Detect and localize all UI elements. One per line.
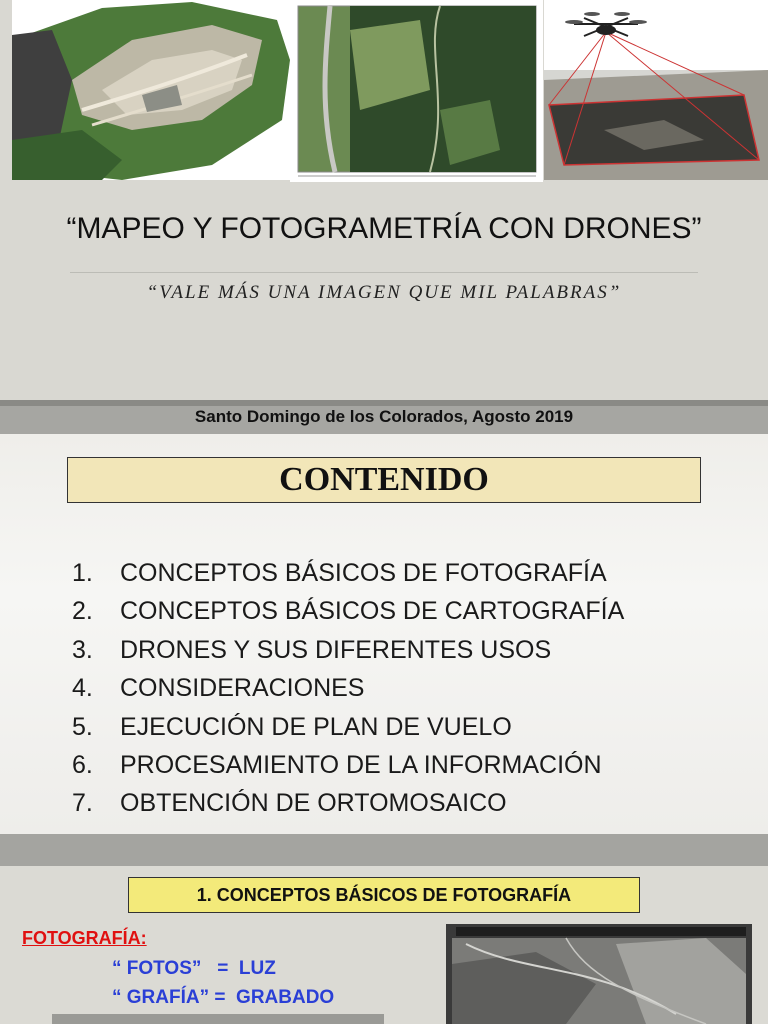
contents-list	[72, 554, 624, 823]
contents-item: 2. CONCEPTOS BÁSICOS DE CARTOGRAFÍA	[72, 597, 625, 626]
quarry-orthomosaic-image	[12, 0, 290, 180]
aerial-photo-strip-image	[52, 1014, 384, 1024]
historic-aerial-photo-image	[446, 924, 752, 1024]
title-slide	[0, 0, 768, 400]
definition-grafia: “ GRAFÍA” = GRABADO	[112, 987, 335, 1008]
contents-item: 7. OBTENCIÓN DE ORTOMOSAICO	[72, 789, 507, 818]
contents-slide	[0, 434, 768, 834]
forest-aerial-map-image	[290, 0, 543, 182]
contents-item: 3. DRONES Y SUS DIFERENTES USOS	[72, 635, 552, 664]
contents-item: 6. PROCESAMIENTO DE LA INFORMACIÓN	[72, 750, 602, 779]
contents-item: 1. CONCEPTOS BÁSICOS DE FOTOGRAFÍA	[72, 559, 607, 587]
drone-survey-image	[544, 0, 768, 180]
definition-fotos: “ FOTOS” = LUZ	[112, 958, 276, 979]
fotografia-label: FOTOGRAFÍA:	[22, 928, 147, 948]
place-date-banner: Santo Domingo de los Colorados, Agosto 2019	[0, 406, 768, 434]
contents-item: 4. CONSIDERACIONES	[72, 674, 365, 703]
title-divider	[70, 272, 698, 273]
section-title: 1. CONCEPTOS BÁSICOS DE FOTOGRAFÍA	[128, 877, 640, 913]
contents-item: 5. EJECUCIÓN DE PLAN DE VUELO	[72, 712, 512, 741]
presentation-subtitle: “VALE MÁS UNA IMAGEN QUE MIL PALABRAS”	[146, 282, 622, 303]
slide-separator	[0, 834, 768, 866]
contents-heading: CONTENIDO	[67, 457, 701, 503]
section-slide	[0, 866, 768, 1024]
presentation-title: “MAPEO Y FOTOGRAMETRÍA CON DRONES”	[66, 212, 702, 245]
